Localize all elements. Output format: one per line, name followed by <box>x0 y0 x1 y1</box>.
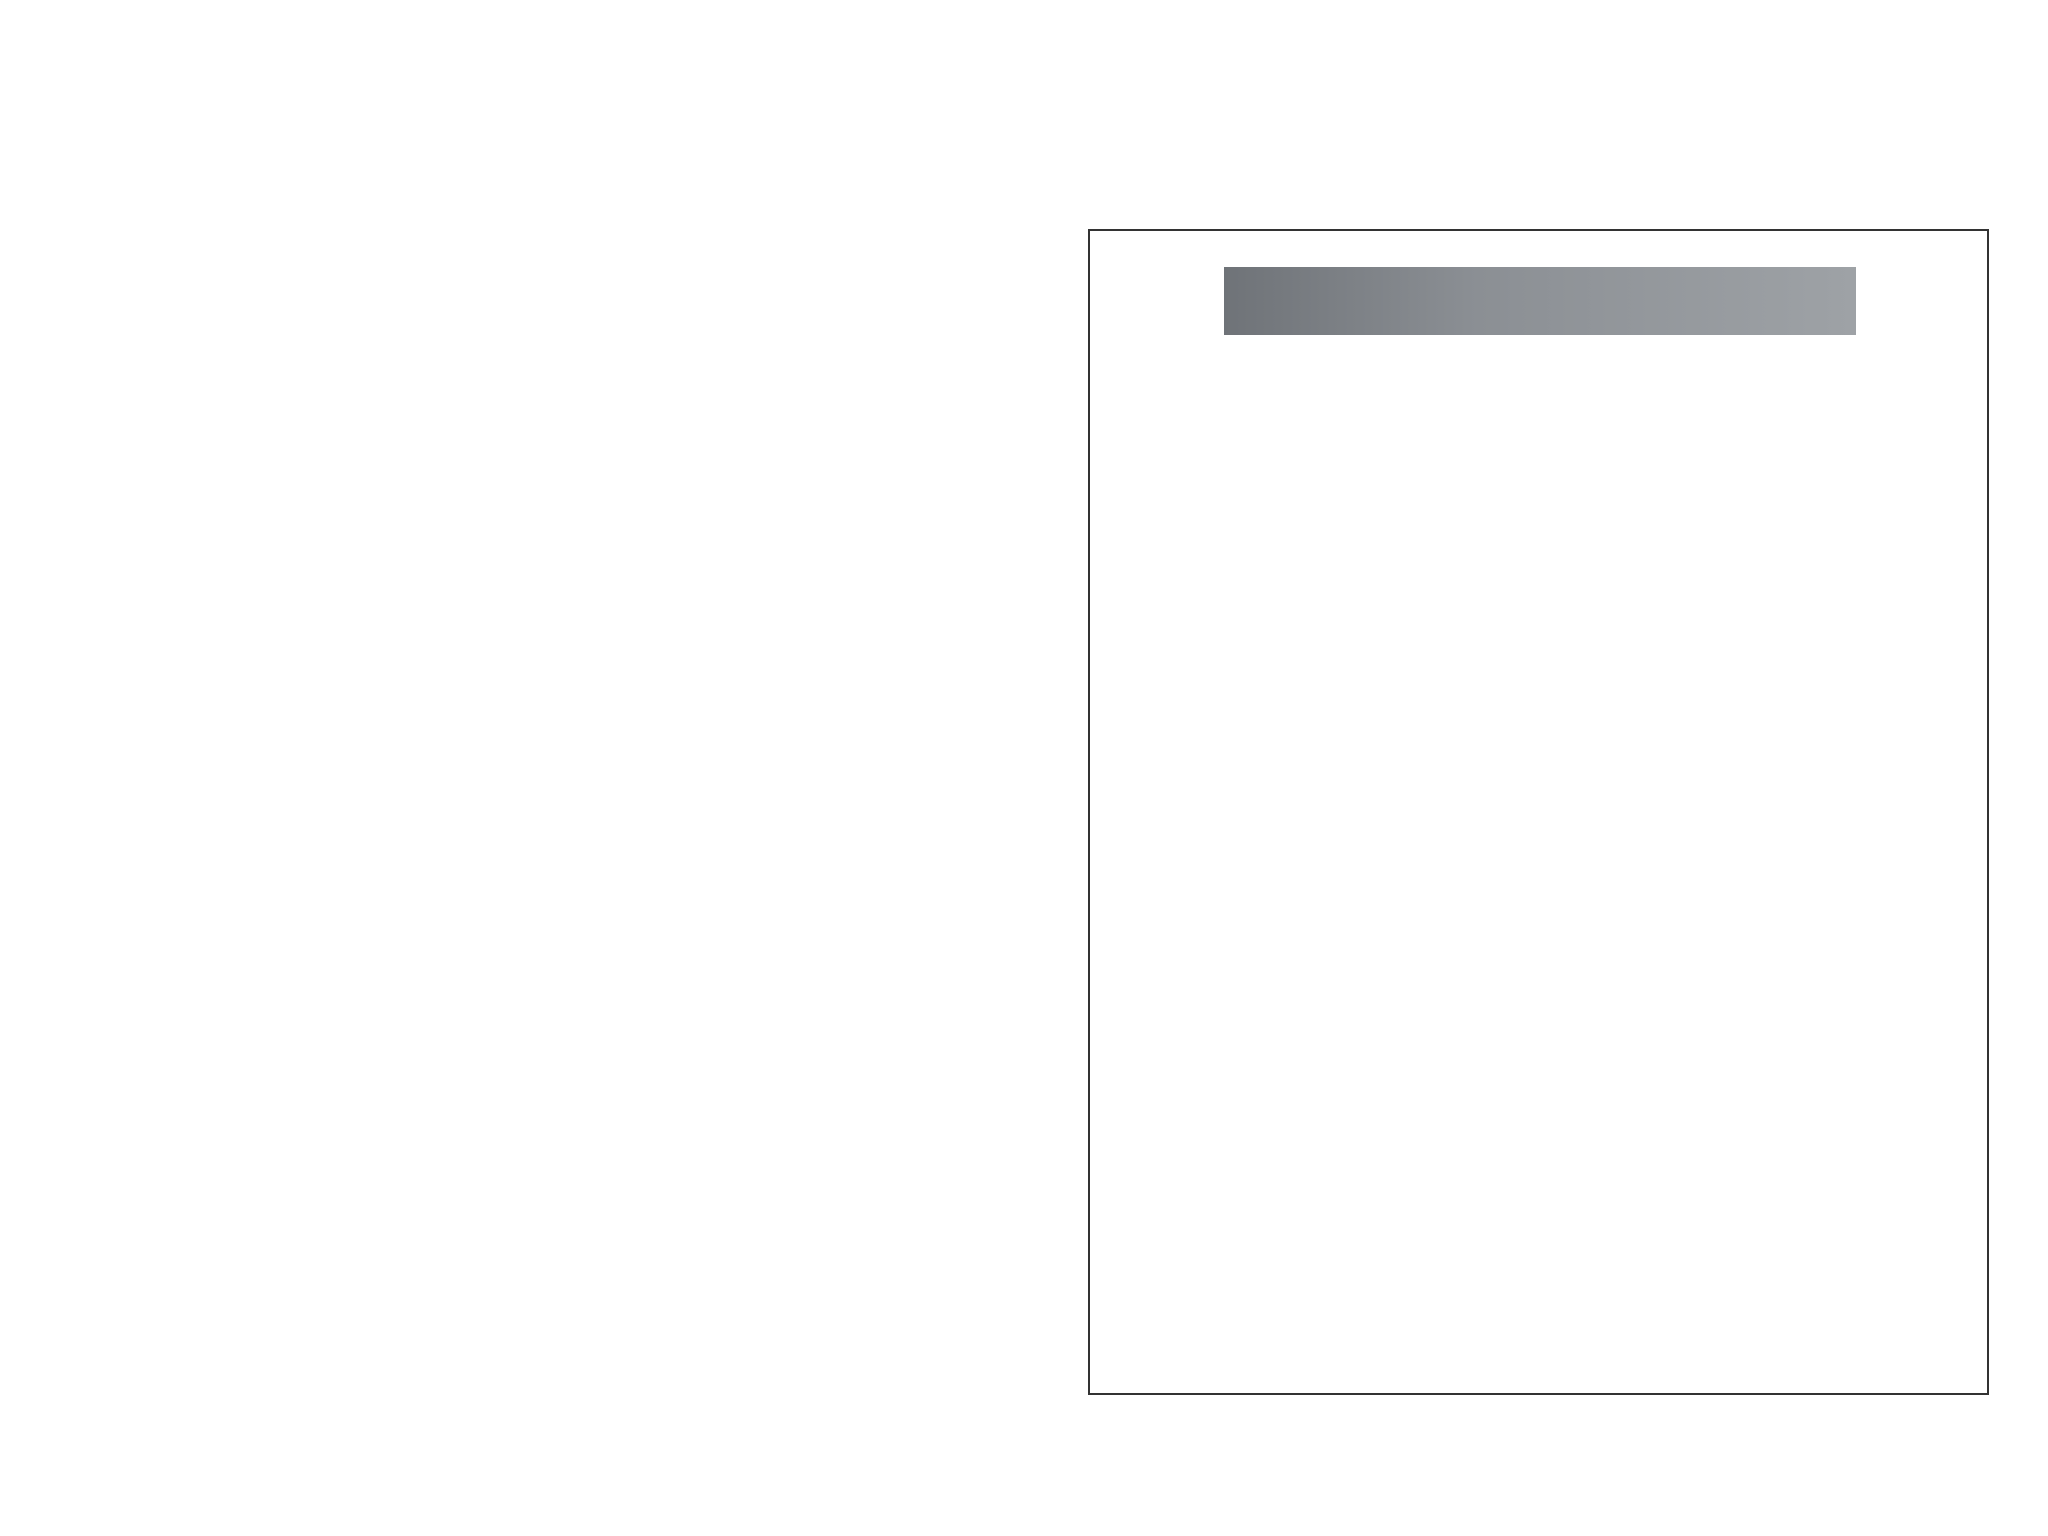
body-text <box>82 244 1082 274</box>
templates-banner <box>1224 267 1856 335</box>
policy-document-thumbnail <box>1088 229 1989 1395</box>
info-tech-logo <box>1224 267 1286 335</box>
